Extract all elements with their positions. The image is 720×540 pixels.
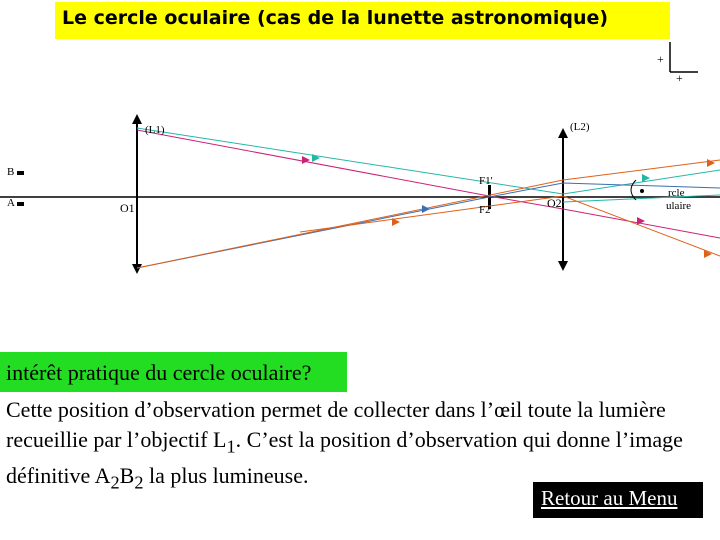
sign-vertical-label: +	[657, 52, 664, 66]
cercle-label-line2: ulaire	[666, 200, 692, 212]
lens-L1-arrow-bottom	[132, 264, 142, 274]
ray-arrow	[422, 205, 430, 213]
L-subscript: 1	[226, 436, 236, 457]
lens-L1-label: (L1)	[145, 124, 165, 136]
object-A-marker	[17, 202, 24, 206]
cercle-label-line1: rcle	[668, 187, 685, 199]
A-subscript: 2	[110, 472, 120, 493]
ray-arrow	[707, 159, 715, 167]
explanation-part-1: Cette position d’observation permet de collecter dans l’œil toute la lumière recueillie par l’objectif L	[6, 397, 666, 452]
object-B-marker	[17, 171, 24, 175]
page-title: Le cercle oculaire (cas de la lunette astronomique)	[62, 7, 609, 29]
lens-L2-arrow-top	[558, 128, 568, 138]
point-O1-label: O1	[120, 201, 135, 215]
point-B-label: B	[7, 166, 15, 178]
B-letter: B	[119, 463, 135, 489]
lens-L2-label: (L2)	[570, 121, 590, 133]
question-heading: intérêt pratique du cercle oculaire?	[6, 360, 312, 385]
explanation-part-2: . C’est la position d’observation qui donne l’image définitive A	[6, 427, 683, 489]
cercle-oculaire-point	[640, 189, 644, 193]
ray-cyan-lower	[563, 195, 720, 202]
sign-horizontal-label: +	[676, 71, 683, 85]
point-O2-label: O2	[547, 196, 562, 210]
lens-L2-arrow-bottom	[558, 261, 568, 271]
point-A-label: A	[7, 197, 15, 209]
point-F2-label: F2	[479, 204, 491, 216]
explanation-part-3: la plus lumineuse.	[143, 463, 309, 489]
B-subscript: 2	[134, 472, 144, 493]
lens-L1-arrow-top	[132, 114, 142, 124]
point-F1prime-label: F1'	[479, 175, 493, 187]
ray-arrow	[302, 156, 310, 164]
ray-arrow	[312, 154, 320, 162]
back-to-menu-link[interactable]: Retour au Menu	[541, 486, 678, 510]
